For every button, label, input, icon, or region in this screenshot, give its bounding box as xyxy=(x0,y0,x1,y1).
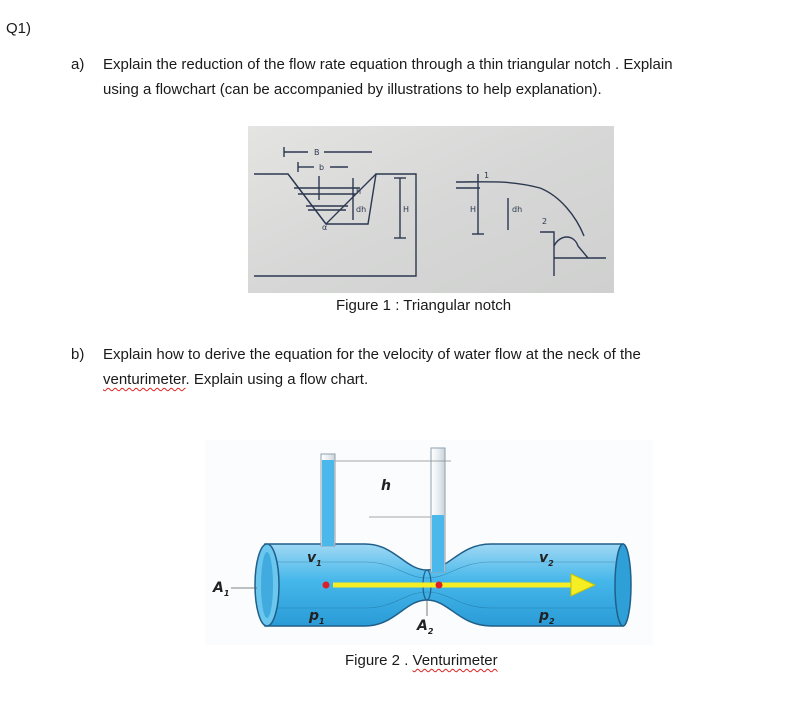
spellcheck-word-venturimeter: venturimeter xyxy=(103,371,186,388)
fig1-label-one: 1 xyxy=(484,171,490,180)
question-label: Q1) xyxy=(6,20,32,37)
fig1-label-alpha: α xyxy=(322,223,328,232)
fig1-label-dh: dh xyxy=(356,205,367,214)
part-b-text xyxy=(103,342,763,392)
figure-1-caption: Figure 1 : Triangular notch xyxy=(336,297,512,314)
part-a-text xyxy=(103,52,763,102)
fig1-label-h: h xyxy=(356,187,362,196)
part-b-line-2 xyxy=(103,367,763,392)
part-b-marker: b) xyxy=(71,346,85,363)
fig2-label-h: h xyxy=(381,478,391,494)
point-1-dot xyxy=(323,582,330,589)
venturimeter-drawing xyxy=(205,440,653,645)
part-a-line-1: Explain the reduction of the flow rate equation through a thin triangular notch . Explain xyxy=(103,56,673,73)
part-b-line-1: Explain how to derive the equation for the velocity of water flow at the neck of the xyxy=(103,346,641,363)
part-a-line-2: using a flowchart (can be accompanied by illustrations to help explanation). xyxy=(103,81,602,98)
fig1-label-two: 2 xyxy=(542,217,548,226)
fig2-label-p2: $p_2$ xyxy=(539,608,555,626)
fig2-label-A2: $A_2$ xyxy=(417,618,434,636)
piezometer-water-1 xyxy=(322,460,334,546)
piezometer-water-2 xyxy=(432,515,444,572)
question-part-b xyxy=(71,342,771,394)
pipe-outlet xyxy=(615,544,631,626)
fig2-label-A1: $A_1$ xyxy=(213,580,230,598)
fig1-label-dh-right: dh xyxy=(512,205,523,214)
question-part-a xyxy=(71,52,771,104)
figure-2-caption xyxy=(345,652,498,669)
fig1-label-B: B xyxy=(314,148,320,157)
triangular-notch-drawing xyxy=(248,126,614,293)
fig1-label-b: b xyxy=(319,163,325,172)
spellcheck-word-venturimeter-caption: Venturimeter xyxy=(412,652,498,669)
fig1-label-H-right: H xyxy=(470,205,477,214)
venturimeter-figure xyxy=(205,440,653,645)
fig2-label-p1: $p_1$ xyxy=(309,608,325,626)
triangular-notch-figure xyxy=(248,126,614,293)
fig1-label-H: H xyxy=(403,205,410,214)
point-2-dot xyxy=(436,582,443,589)
part-b-line-2-rest: . Explain using a flow chart. xyxy=(185,371,369,388)
fig2-label-v1: $v_1$ xyxy=(307,550,322,568)
figure-2-caption-prefix: Figure 2 . xyxy=(345,652,413,669)
part-a-marker: a) xyxy=(71,56,85,73)
fig2-label-v2: $v_2$ xyxy=(539,550,554,568)
